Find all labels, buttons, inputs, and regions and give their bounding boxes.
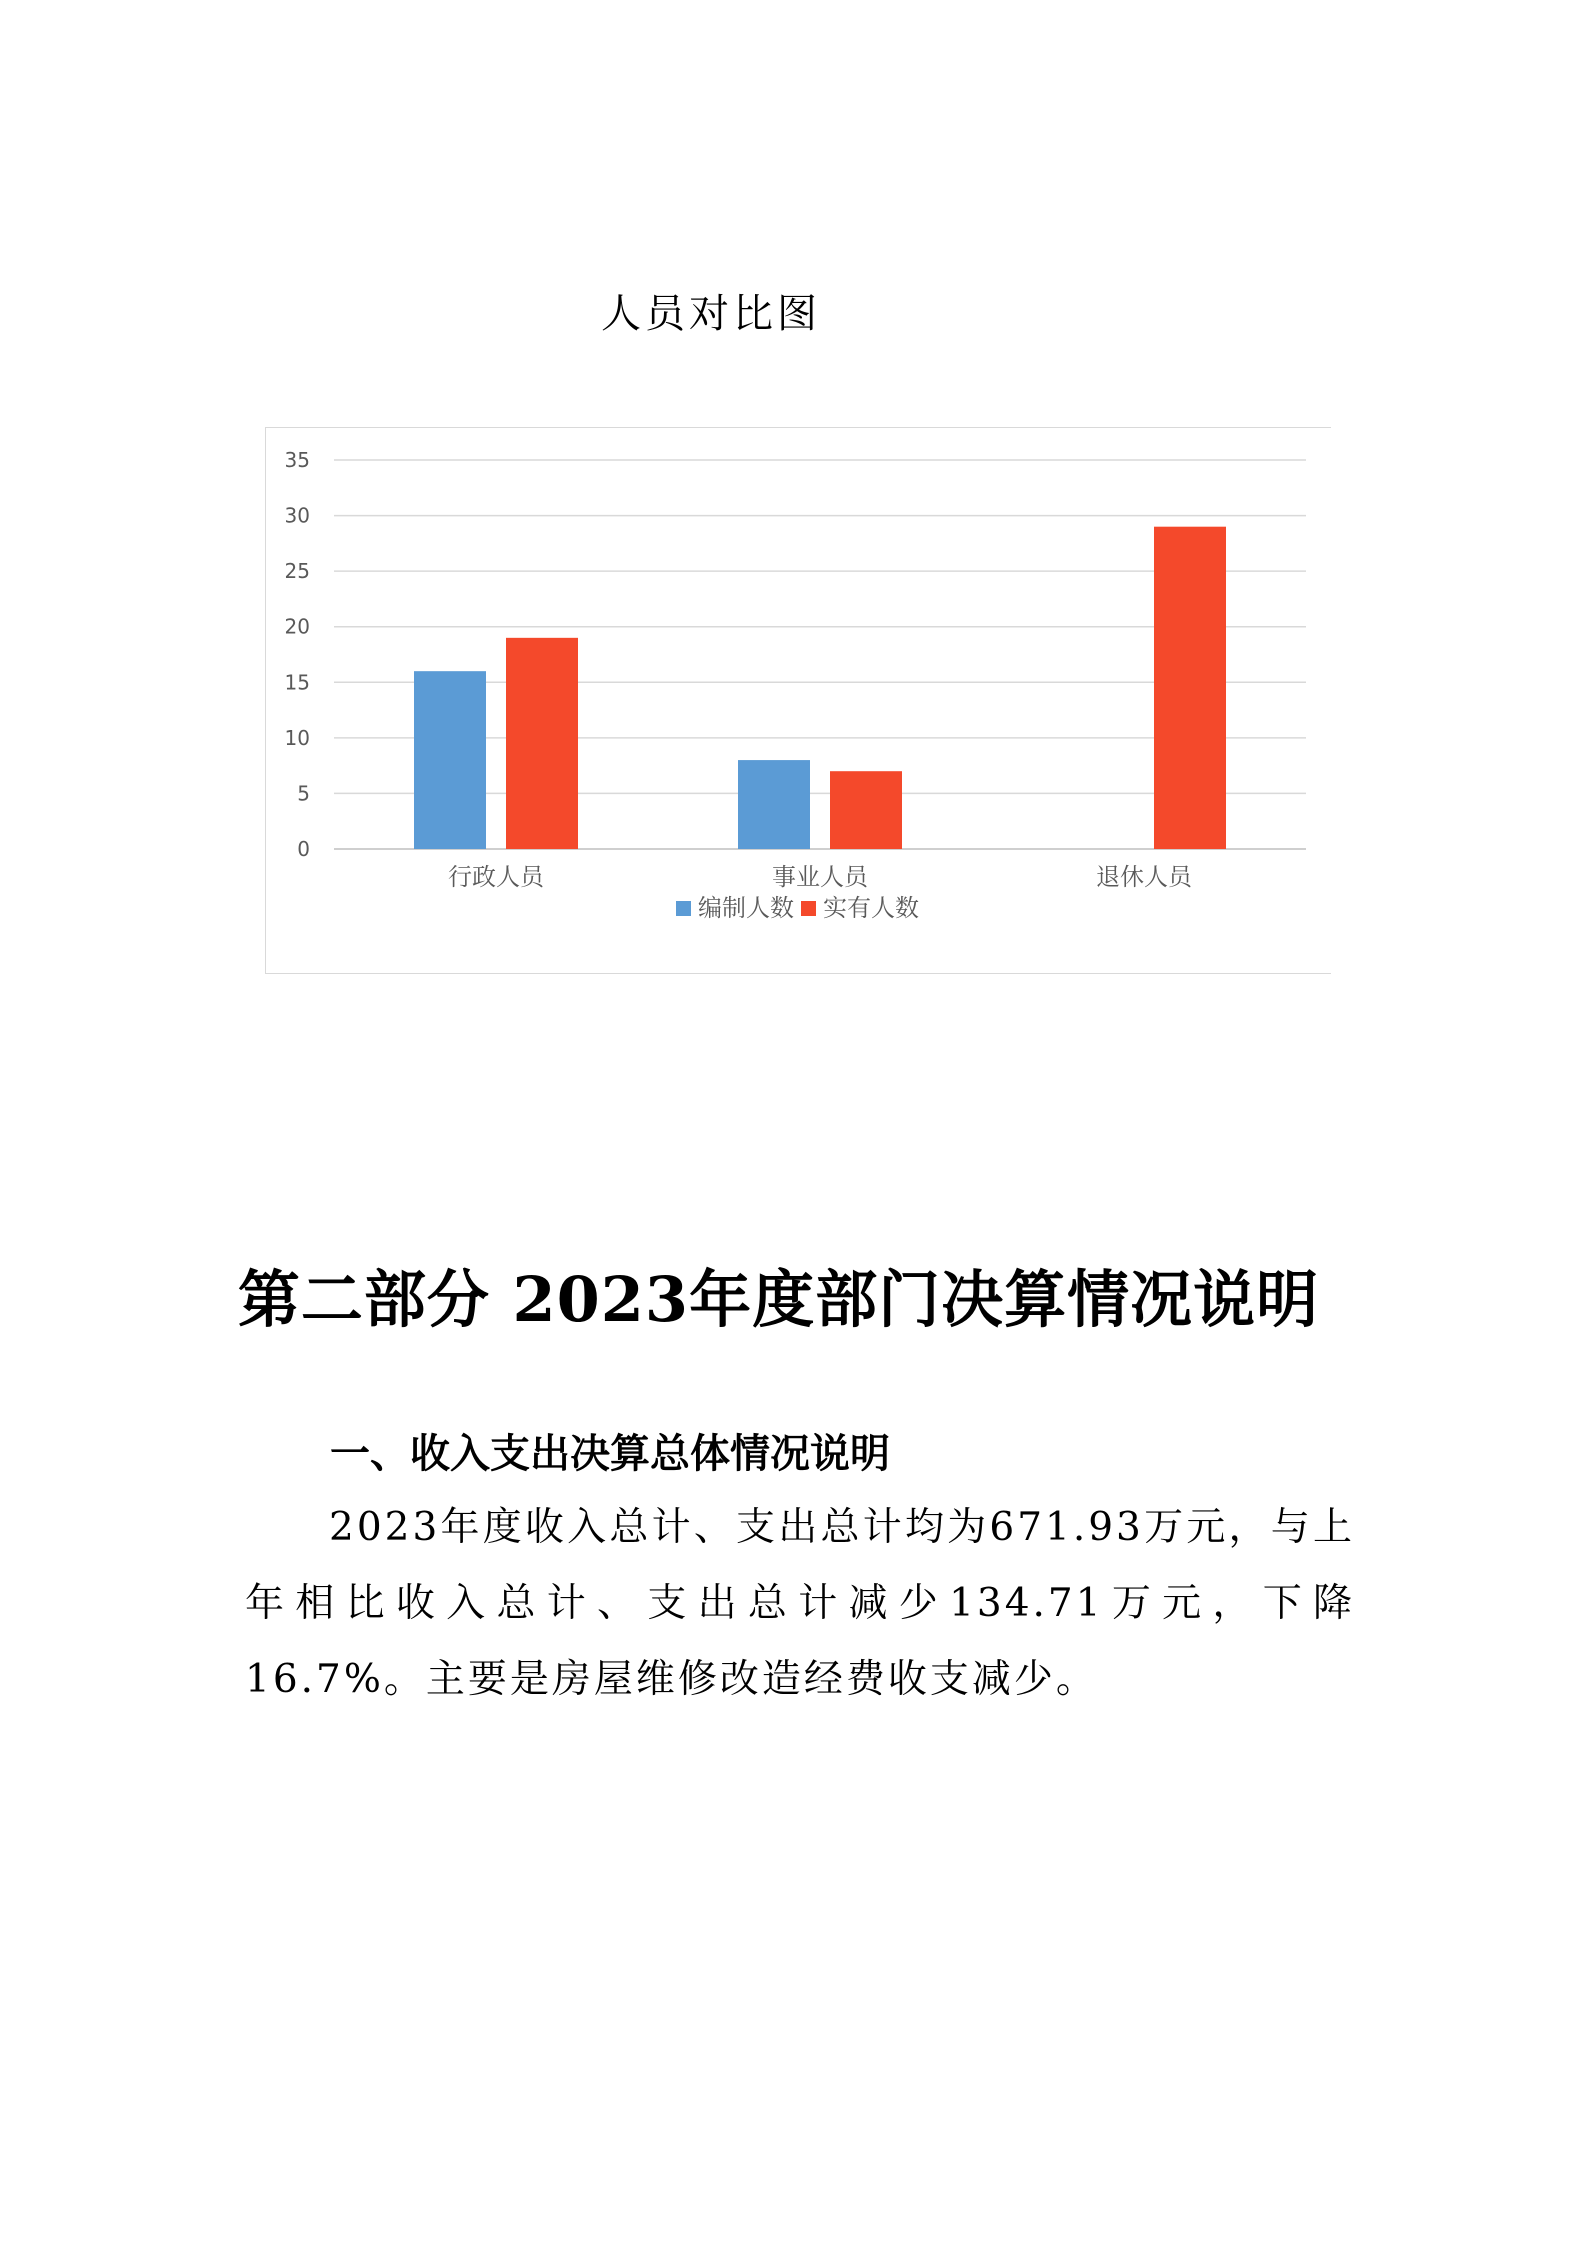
y-tick-label: 10 bbox=[284, 725, 310, 750]
legend-label: 编制人数 bbox=[698, 894, 794, 922]
part-title: 第二部分 2023年度部门决算情况说明 bbox=[237, 1263, 1320, 1336]
x-tick-label: 行政人员 bbox=[448, 863, 544, 891]
chart-title: 人员对比图 bbox=[601, 291, 821, 337]
y-tick-label: 5 bbox=[297, 781, 310, 806]
y-tick-label: 25 bbox=[284, 559, 310, 584]
y-tick-label: 0 bbox=[297, 837, 310, 861]
body-paragraph: 2023年度收入总计、支出总计均为671.93万元，与上年相比收入总计、支出总计减少134.71万元，下降16.7%。主要是房屋维修改造经费收支减少。 bbox=[245, 1505, 1355, 1702]
chart-container bbox=[265, 427, 1331, 974]
bar bbox=[506, 638, 578, 849]
y-tick-label: 30 bbox=[284, 503, 310, 528]
legend-swatch bbox=[801, 901, 816, 916]
x-tick-label: 事业人员 bbox=[772, 863, 868, 891]
bar bbox=[1154, 527, 1226, 849]
bar-chart bbox=[266, 428, 1331, 973]
x-tick-label: 退休人员 bbox=[1096, 863, 1192, 891]
bar bbox=[414, 671, 486, 849]
legend-label: 实有人数 bbox=[823, 894, 919, 922]
y-tick-label: 35 bbox=[284, 448, 310, 472]
bar bbox=[830, 771, 902, 849]
legend-swatch bbox=[676, 901, 691, 916]
section-heading: 一、收入支出决算总体情况说明 bbox=[330, 1431, 890, 1477]
y-tick-label: 15 bbox=[284, 670, 310, 695]
bar bbox=[738, 760, 810, 849]
y-tick-label: 20 bbox=[284, 614, 310, 639]
